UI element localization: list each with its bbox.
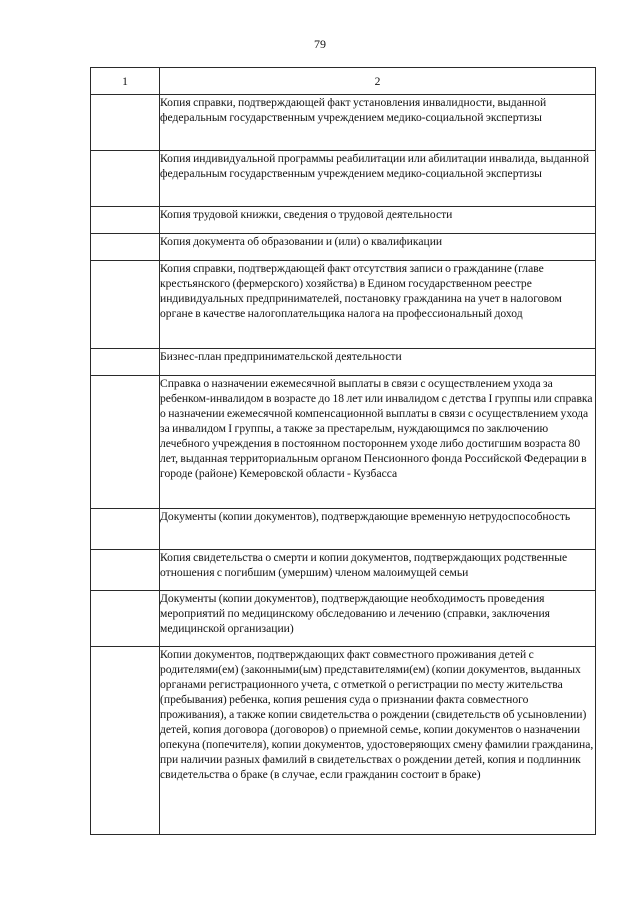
row-number-cell <box>91 261 160 349</box>
row-number-cell <box>91 207 160 234</box>
documents-table <box>90 67 596 835</box>
document-description-cell: Документы (копии документов), подтверждающие временную нетрудоспособность <box>160 509 596 550</box>
table-row <box>91 234 596 261</box>
row-number-cell <box>91 349 160 376</box>
document-description-cell: Копия свидетельства о смерти и копии документов, подтверждающих родственные отношения с погибшим (умершим) членом малоимущей семьи <box>160 550 596 591</box>
table-row <box>91 207 596 234</box>
table-row <box>91 509 596 550</box>
document-description-cell: Копии документов, подтверждающих факт совместного проживания детей с родителями(ем) (законными(ым) представителями(ем) (копии документов, выданных органами регистрационного учета, с отметкой о регистрации по месту жительства (пребывания) ребенка, копия решения суда о признании факта совместного проживания), а также копии свидетельства о рождении (свидетельств об усыновлении) детей, копия договора (договоров) о приемной семье, копии документов о назначении опекуна (попечителя), копии документов, удостоверяющих смену фамилии гражданина, при наличии разных фамилий в свидетельствах о рождении детей, копия и подлинник свидетельства о браке (в случае, если гражданин состоит в браке) <box>160 647 596 835</box>
row-number-cell <box>91 509 160 550</box>
row-number-cell <box>91 591 160 647</box>
table-row <box>91 95 596 151</box>
row-number-cell <box>91 376 160 509</box>
document-description-cell: Справка о назначении ежемесячной выплаты в связи с осуществлением ухода за ребенком-инвалидом в возрасте до 18 лет или инвалидом с детства I группы или справка о назначении ежемесячной компенсационной выплаты в связи с осуществлением ухода за инвалидом I группы, а также за престарелым, нуждающимся по заключению лечебного учреждения в постоянном постороннем уходе либо достигшим возраста 80 лет, выданная территориальным органом Пенсионного фонда Российской Федерации в городе (районе) Кемеровской области - Кузбасса <box>160 376 596 509</box>
row-number-cell <box>91 95 160 151</box>
table-row <box>91 591 596 647</box>
row-number-cell <box>91 550 160 591</box>
page-number: 79 <box>314 37 326 51</box>
document-description-cell: Копия справки, подтверждающей факт установления инвалидности, выданной федеральным государственным учреждением медико-социальной экспертизы <box>160 95 596 151</box>
document-description-cell: Бизнес-план предпринимательской деятельности <box>160 349 596 376</box>
table-row <box>91 376 596 509</box>
document-description-cell: Копия документа об образовании и (или) о квалификации <box>160 234 596 261</box>
table-row <box>91 550 596 591</box>
document-description-cell: Копия справки, подтверждающей факт отсутствия записи о гражданине (главе крестьянского (фермерского) хозяйства) в Едином государственном реестре индивидуальных предпринимателей, постановку гражданина на учет в налоговом органе в качестве налогоплательщика налога на профессиональный доход <box>160 261 596 349</box>
table-row <box>91 647 596 835</box>
row-number-cell <box>91 234 160 261</box>
document-description-cell: Документы (копии документов), подтверждающие необходимость проведения мероприятий по медицинскому обследованию и лечению (справки, заключения медицинской организации) <box>160 591 596 647</box>
column-header-2: 2 <box>160 68 596 95</box>
row-number-cell <box>91 647 160 835</box>
column-header-1: 1 <box>91 68 160 95</box>
table-row <box>91 261 596 349</box>
table-header-row <box>91 68 596 95</box>
document-description-cell: Копия трудовой книжки, сведения о трудовой деятельности <box>160 207 596 234</box>
document-description-cell: Копия индивидуальной программы реабилитации или абилитации инвалида, выданной федеральным государственным учреждением медико-социальной экспертизы <box>160 151 596 207</box>
row-number-cell <box>91 151 160 207</box>
table-row <box>91 349 596 376</box>
table-row <box>91 151 596 207</box>
